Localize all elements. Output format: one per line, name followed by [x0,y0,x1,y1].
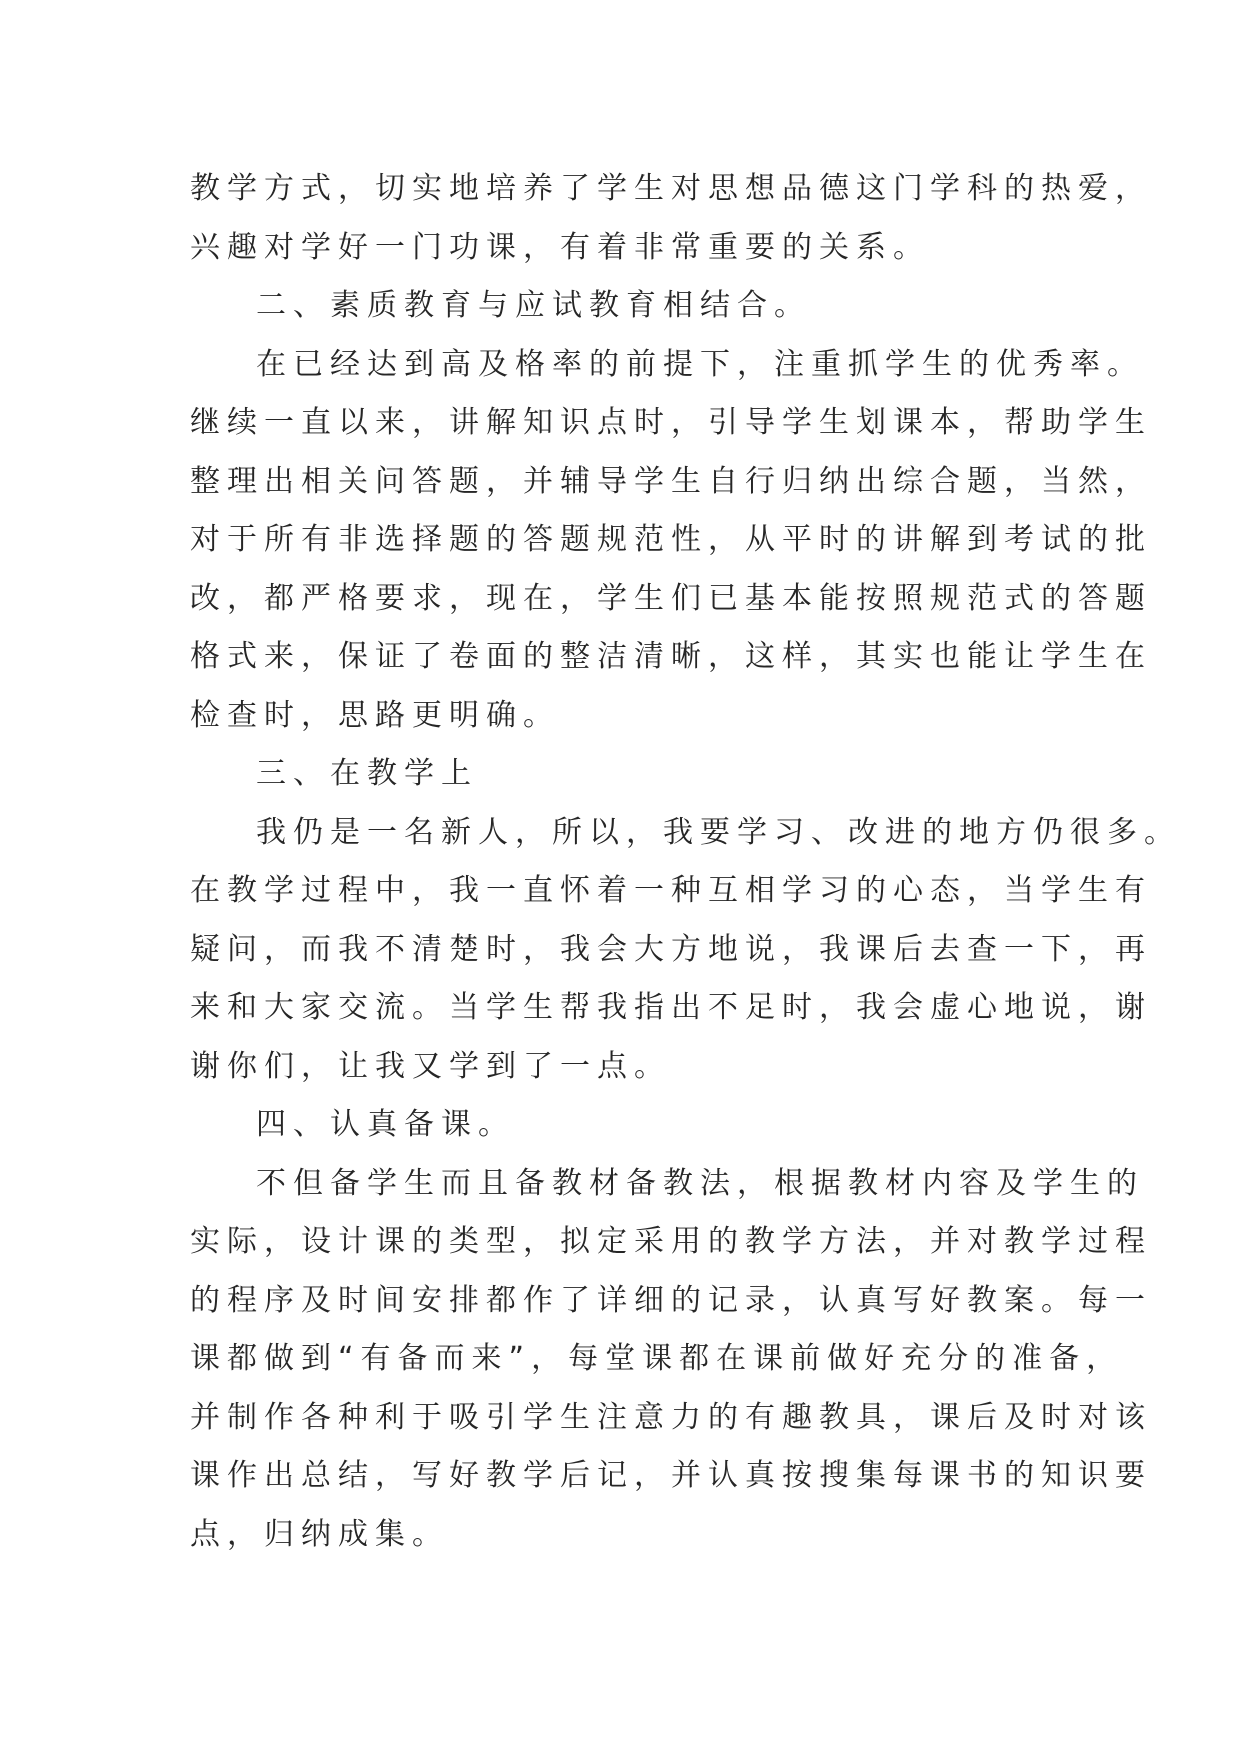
text-line: 我仍是一名新人，所以，我要学习、改进的地方仍很多。 [256,814,1181,850]
text-line: 并制作各种利于吸引学生注意力的有趣教具，课后及时对该 [190,1399,1152,1435]
document-body [190,160,1181,1564]
text-line: 继续一直以来，讲解知识点时，引导学生划课本，帮助学生 [190,405,1152,440]
text-line: 疑问，而我不清楚时，我会大方地说，我课后去查一下，再 [190,931,1152,967]
text-line: 在教学过程中，我一直怀着一种互相学习的心态，当学生有 [190,873,1152,908]
text-line: 兴趣对学好一门功课，有着非常重要的关系。 [190,229,930,265]
text-line: 对于所有非选择题的答题规范性，从平时的讲解到考试的批 [190,522,1152,557]
text-line: 课作出总结，写好教学后记，并认真按搜集每课书的知识要 [190,1458,1152,1493]
text-line: 谢你们，让我又学到了一点。 [190,1048,671,1084]
text-line: 点，归纳成集。 [190,1516,449,1552]
text-line: 改，都严格要求，现在，学生们已基本能按照规范式的答题 [190,580,1152,616]
text-line: 二、素质教育与应试教育相结合。 [256,288,811,323]
text-line: 格式来，保证了卷面的整洁清晰，这样，其实也能让学生在 [190,639,1152,674]
text-line: 教学方式，切实地培养了学生对思想品德这门学科的热爱， [190,171,1152,206]
text-line: 来和大家交流。当学生帮我指出不足时，我会虚心地说，谢 [190,990,1152,1025]
text-line: 整理出相关问答题，并辅导学生自行归纳出综合题，当然， [190,463,1152,499]
text-line: 的程序及时间安排都作了详细的记录，认真写好教案。每一 [190,1282,1152,1318]
text-line: 检查时，思路更明确。 [190,697,560,733]
text-line: 在已经达到高及格率的前提下，注重抓学生的优秀率。 [256,346,1144,382]
text-line: 课都做到“有备而来”，每堂课都在课前做好充分的准备， [190,1341,1124,1376]
text-line: 三、在教学上 [256,756,478,791]
text-line: 实际，设计课的类型，拟定采用的教学方法，并对教学过程 [190,1224,1152,1259]
text-line: 四、认真备课。 [256,1107,515,1142]
text-line: 不但备学生而且备教材备教法，根据教材内容及学生的 [256,1165,1144,1201]
